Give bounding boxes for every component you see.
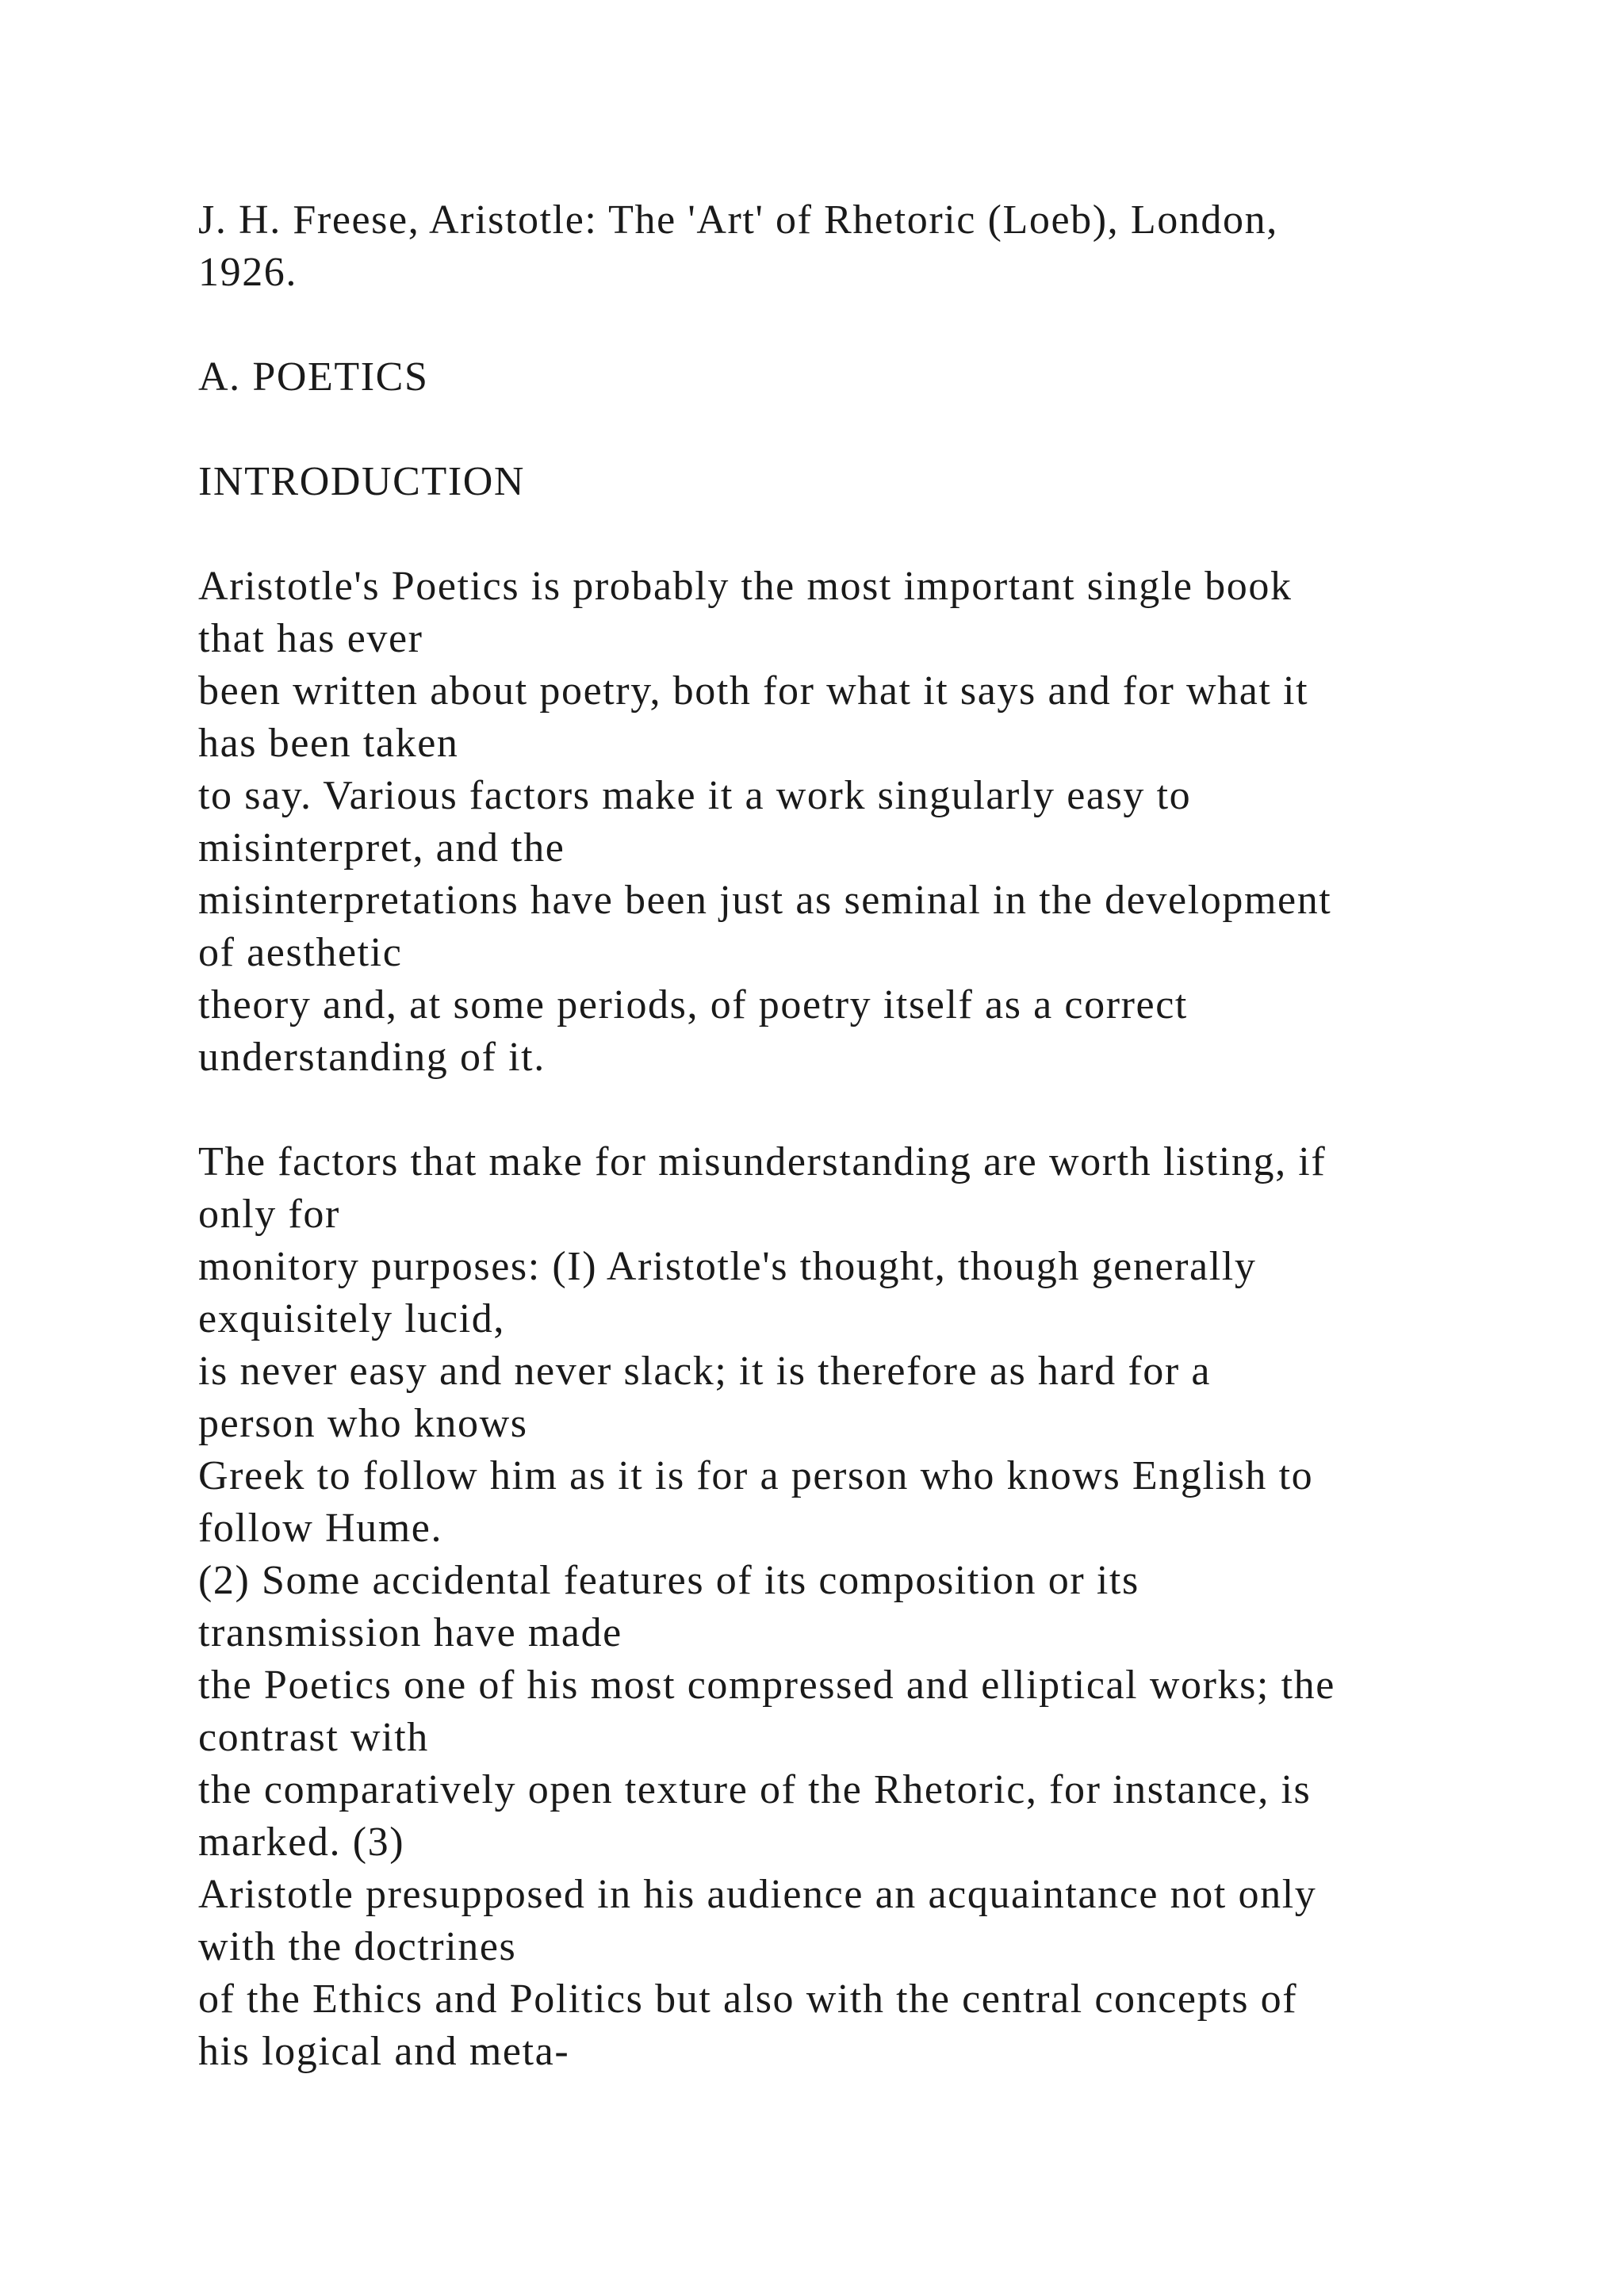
citation [198,194,1546,299]
subheading: INTRODUCTION [198,459,526,504]
paragraph-line: follow Hume. [198,1506,443,1551]
paragraph-line: misinterpretations have been just as seminal in the development [198,878,1332,923]
paragraph-line: the Poetics one of his most compressed and elliptical works; the [198,1663,1335,1708]
paragraph-line: to say. Various factors make it a work singularly easy to [198,773,1192,818]
citation-line: 1926. [198,250,297,295]
paragraph-line: Greek to follow him as it is for a person who knows English to [198,1453,1314,1498]
paragraph-line: transmission have made [198,1610,622,1655]
paragraph-spacer [198,299,1546,351]
paragraph-line: contrast with [198,1715,429,1760]
citation-line: J. H. Freese, Aristotle: The 'Art' of Rhetoric (Loeb), London, [198,197,1278,243]
paragraph-line: understanding of it. [198,1035,546,1080]
paragraph-intro [198,561,1546,1084]
paragraph-line: monitory purposes: (I) Aristotle's thought, though generally [198,1244,1257,1289]
section-heading: A. POETICS [198,354,429,400]
paragraph-line: person who knows [198,1401,528,1446]
paragraph-line: Aristotle presupposed in his audience an acquaintance not only [198,1872,1317,1917]
paragraph-line: has been taken [198,721,459,766]
paragraph-line: is never easy and never slack; it is therefore as hard for a [198,1349,1212,1394]
paragraph-line: only for [198,1192,340,1237]
paragraph-line: of aesthetic [198,930,403,975]
document-body [198,194,1546,2078]
paragraph-line: misinterpret, and the [198,825,565,871]
paragraph-line: with the doctrines [198,1924,517,1969]
paragraph-line: The factors that make for misunderstanding are worth listing, if [198,1139,1327,1184]
paragraph-line: marked. (3) [198,1820,405,1865]
paragraph-line: his logical and meta- [198,2029,570,2074]
paragraph-spacer [198,1084,1546,1136]
paragraph-line: of the Ethics and Politics but also with the central concepts of [198,1976,1298,2022]
paragraph-line: Aristotle's Poetics is probably the most important single book [198,564,1293,609]
paragraph-factors [198,1136,1546,2078]
paragraph-line: (2) Some accidental features of its composition or its [198,1558,1139,1603]
paragraph-spacer [198,508,1546,561]
paragraph-line: theory and, at some periods, of poetry itself as a correct [198,982,1188,1027]
paragraph-line: exquisitely lucid, [198,1296,505,1341]
paragraph-line: the comparatively open texture of the Rhetoric, for instance, is [198,1767,1312,1812]
paragraph-line: that has ever [198,616,423,661]
paragraph-line: been written about poetry, both for what it says and for what it [198,668,1309,714]
paragraph-spacer [198,404,1546,456]
